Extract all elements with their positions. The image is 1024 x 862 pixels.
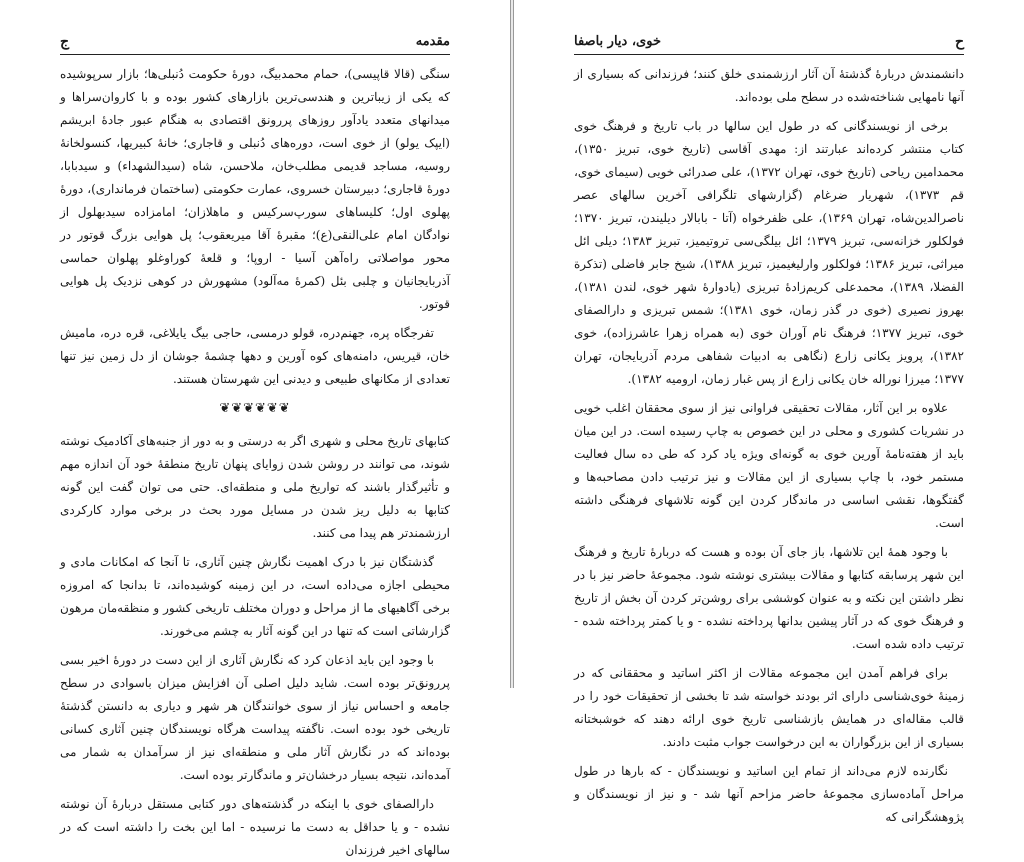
- right-page: [514, 0, 1024, 824]
- paragraph: دارالصفای خوی با اینکه در گذشته‌های دور کتابی مستقل دربارهٔ آن نوشته نشده - و یا حداقل به دست ما نرسیده - اما این بخت را داشته است که در سالهای اخیر فرزندان: [60, 797, 450, 857]
- right-page-number: ح: [954, 34, 964, 50]
- paragraph: برخی از نویسندگانی که در طول این سالها در باب تاریخ و فرهنگ خوی کتاب منتشر کرده‌اند عبارتند از: مهدی آقاسی (تاریخ خوی، تبریز ۱۳۵۰)، محمدامین ریاحی (تاریخ خوی، تهران ۱۳۷۲)، علی صدرائی خویی (سیمای خوی، قم ۱۳۷۳)، شهریار ضرغام (گزارشهای تلگرافی آخرین سالهای عصر ناصرالدین‌شاه، تهران ۱۳۶۹)، علی ظفرخواه (آتا - بابالار دیلیندن، تبریز ۱۳۷۰؛ فولکلور خزانه‌سی، تبریز ۱۳۷۹؛ ائل بیلگی‌سی تروتیمیز، تبریز ۱۳۸۳؛ دیلی ائل میراثی، تبریز ۱۳۸۶؛ فولکلور وارلیغیمیز، تبریز ۱۳۸۸)، شیخ جابر فاضلی (تذکرة الفضلا، ۱۳۸۹)، محمدعلی کریم‌زادهٔ تبریزی (یادوارهٔ شهر خوی، لندن ۱۳۸۱)، بهروز نصیری (خوی در گذر زمان، خوی ۱۳۸۱)؛ شمس تبریزی و دارالصفای خوی، تبریز ۱۳۷۷؛ فرهنگ نام آوران خوی (به همراه زهرا عاشرزاده)، خوی ۱۳۸۲)، پرویز یکانی زارع (نگاهی به ادبیات شفاهی مردم آذربایجان، تهران ۱۳۷۷؛ میرزا نوراله خان یکانی زارع از پس غبار زمان، ارومیه ۱۳۸۲).: [574, 119, 965, 386]
- left-running-head: [60, 32, 450, 55]
- right-running-title: خوی، دیار باصفا: [574, 34, 661, 49]
- paragraph: با وجود همهٔ این تلاشها، باز جای آن بوده و هست که دربارهٔ تاریخ و فرهنگ این شهر پرسابقه کتابها و مقالات بیشتری نوشته شود. مجموعهٔ حاضر نیز با در نظر داشتن این نکته و به عنوان کوششی برای روشن‌تر کردن آن بخش از تاریخ و فرهنگ خوی که در آثار پیشین بدانها پرداخته نشده - و یا کمتر پرداخته شده - ترتیب داده شده است.: [574, 545, 964, 651]
- paragraph: با وجود این باید اذعان کرد که نگارش آثاری از این دست در دورهٔ اخیر بسی پررونق‌تر بوده است. شاید دلیل اصلی آن افزایش میزان باسوادی در سطح جامعه و احساس نیاز از سوی خوانندگان هر شهر و دیاری به دانستن گذشتهٔ تاریخی خود بوده است. ناگفته پیداست هرگاه نویسندگان چنین آثاری کسانی بوده‌اند که در نگارش آثار ملی و منطقه‌ای نیز از سرآمدان به شمار می آمده‌اند، نتیجه بسیار درخشان‌تر و ماندگارتر بوده است.: [60, 653, 450, 782]
- left-running-title: مقدمه: [415, 34, 450, 49]
- paragraph: علاوه بر این آثار، مقالات تحقیقی فراوانی نیز از سوی محققان اغلب خویی در نشریات کشوری و محلی در این خصوص به چاپ رسیده است. در این میان باید از هفته‌نامهٔ آورین خوی به گونه‌ای ویژه یاد کرد که طی ده سال فعالیت مستمر خود، با چاپ بسیاری از این مقالات و نیز ترتیب دادن مصاحبه‌ها و گفتگوها، نقشی اساسی در ماندگار کردن این گونه تلاشهای فرهنگی داشته است.: [574, 401, 964, 530]
- paragraph: کتابهای تاریخ محلی و شهری اگر به درستی و به دور از جنبه‌های آکادمیک نوشته شوند، می توانند در روشن شدن زوایای پنهان تاریخ منطقهٔ خود آن اندازه مهم و تأثیرگذار باشند که تواریخ ملی و منطقه‌ای. حتی می توان گفت این گونه کتابها به دلیل ریز شدن در مسایل مورد بحث در برخی موارد کارکردی ارزشمندتر هم پیدا می کنند.: [60, 434, 450, 540]
- paragraph: دانشمندش دربارهٔ گذشتهٔ آن آثار ارزشمندی خلق کنند؛ فرزندانی که بسیاری از آنها نامهایی شناخته‌شده در سطح ملی بوده‌اند.: [574, 67, 964, 104]
- section-divider-ornament: ❦❦❦❦❦❦: [219, 401, 291, 416]
- left-page-body: [60, 63, 450, 857]
- paragraph: سنگی (قالا قاپیسی)، حمام محمدبیگ، دورهٔ حکومت دُنبلی‌ها؛ بازار سرپوشیده که یکی از زیباترین و هندسی‌ترین بازارهای کشور بوده و با کاروان‌سراها و میدانهای متعدد یادآور روزهای پررونق اقتصادی به هنگام عبور جادهٔ ابریشم (ایپک یولو) از خوی است، دوره‌های دُنبلی و قاجاری؛ خانهٔ کبیریها، کنسولخانهٔ روسیه، مساجد قدیمی مطلب‌خان، ملاحسن، شاه (سیدالشهداء) و سیدبابا، دورهٔ قاجاری؛ دبیرستان خسروی، عمارت حکومتی (ساختمان فرمانداری)، دورهٔ پهلوی اول؛ کلیساهای سورپ‌سرکیس و ماهلازان؛ امامزاده سیدبهلول از نوادگان امام علی‌النقی(ع)؛ مقبرهٔ آقا میریعقوب؛ پل هوایی بزرگ قوتور در محور مواصلاتی راه‌آهن آسیا - اروپا؛ و قلعهٔ کوراوغلو پهلوان حماسی آذربایجانیان و چلبی بئل (کمرهٔ مه‌آلود) مشهورش در کوهی نزدیک پل هوایی قوتور.: [60, 67, 450, 311]
- right-page-body: [574, 63, 965, 824]
- paragraph: تفرجگاه پره، جهنم‌دره، قولو درمسی، حاجی بیگ یایلاغی، قره دره، ماميش خان، قیریس، دامنه‌های کوه آورین و دهها چشمهٔ جوشان از دل زمین نیز تنها تعدادی از مکانهای طبیعی و دیدنی این شهرستان هستند.: [60, 326, 450, 386]
- paragraph: گذشتگان نیز با درک اهمیت نگارش چنین آثاری، تا آنجا که امکانات مادی و محیطی اجازه می‌داده است، در این زمینه کوشیده‌اند، تا بدانجا که امروزه برخی آگاهیهای ما از مراحل و دوران مختلف تاریخی کشور و منظقه‌مان مرهون گزارشاتی است که تنها در این گونه آثار به چشم می‌خورند.: [60, 555, 450, 638]
- left-page-number: ج: [60, 34, 70, 50]
- right-running-head: [574, 32, 964, 55]
- paragraph: برای فراهم آمدن این مجموعه مقالات از اکثر اساتید و محققانی که در زمینهٔ خوی‌شناسی دارای اثر بودند خواسته شد تا بخشی از تحقیقات خود را در قالب مقاله‌ای در همایش بازشناسی تاریخ خوی ارائه دهند که خوشبختانه بسیاری از این بزرگواران به این درخواست جواب مثبت دادند.: [574, 666, 964, 749]
- left-page: [0, 0, 510, 857]
- paragraph: نگارنده لازم می‌داند از تمام این اساتید و نویسندگان - که بارها در طول مراحل آماده‌سازی مجموعهٔ حاضر مزاحم آنها شد - و نیز از نویسندگان و پژوهشگرانی که: [574, 764, 964, 824]
